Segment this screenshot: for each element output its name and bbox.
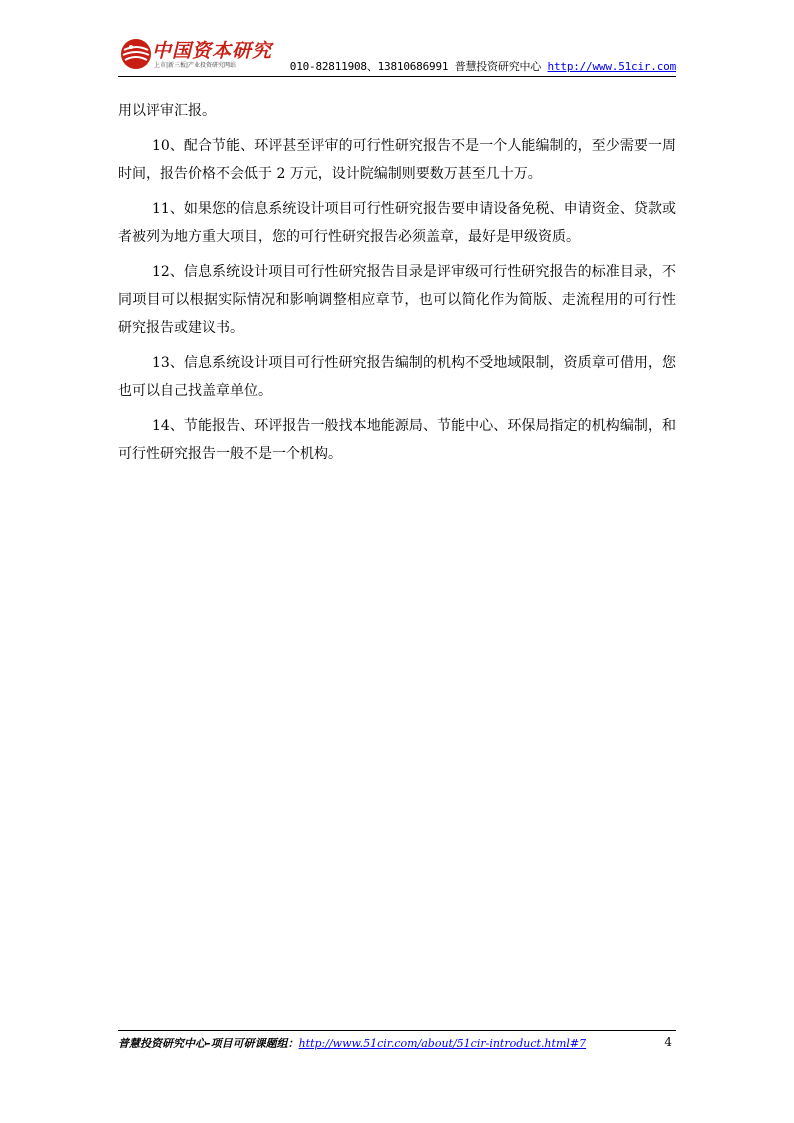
paragraph: 14、节能报告、环评报告一般找本地能源局、节能中心、环保局指定的机构编制，和可行性研究报告一般不是一个机构。 — [118, 418, 676, 462]
paragraph: 12、信息系统设计项目可行性研究报告目录是评审级可行性研究报告的标准目录，不同项目可以根据实际情况和影响调整相应章节，也可以简化作为简版、走流程用的可行性研究报告或建议书。 — [118, 264, 676, 336]
page-header — [118, 30, 676, 77]
document-body — [118, 97, 676, 475]
contact-text: 010-82811908、13810686991 普慧投资研究中心 — [289, 60, 542, 73]
logo-globe-icon — [120, 38, 152, 70]
logo — [118, 34, 288, 72]
paragraph: 10、配合节能、环评甚至评审的可行性研究报告不是一个人能编制的，至少需要一周时间，报告价格不会低于 2 万元，设计院编制则要数万甚至几十万。 — [118, 138, 676, 182]
page-number: 4 — [664, 1035, 672, 1049]
footer-link[interactable]: http://www.51cir.com/about/51cir-introduct.html#7 — [298, 1037, 587, 1050]
header-contact — [290, 58, 676, 74]
footer-text — [118, 1035, 586, 1051]
header-link[interactable]: http://www.51cir.com — [547, 60, 676, 73]
page-footer — [118, 1030, 676, 1053]
paragraph: 11、如果您的信息系统设计项目可行性研究报告要申请设备免税、申请资金、贷款或者被列为地方重大项目，您的可行性研究报告必须盖章，最好是甲级资质。 — [118, 201, 676, 245]
paragraph: 用以评审汇报。 — [118, 103, 216, 119]
logo-title: 中国资本研究 — [152, 40, 273, 62]
paragraph: 13、信息系统设计项目可行性研究报告编制的机构不受地域限制，资质章可借用，您也可以自己找盖章单位。 — [118, 355, 676, 399]
logo-subtitle: 上市|新三板|产业投资研究网站 — [154, 62, 237, 69]
footer-label: 普慧投资研究中心-项目可研课题组： — [118, 1037, 299, 1050]
